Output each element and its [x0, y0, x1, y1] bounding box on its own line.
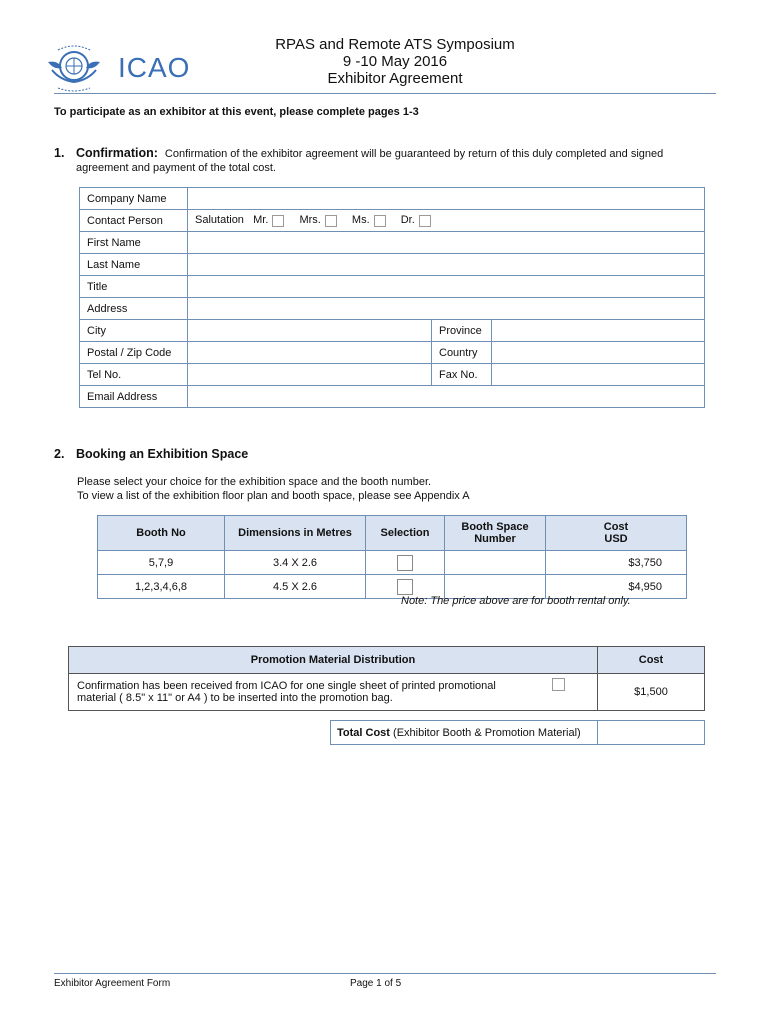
promotion-text-line: Confirmation has been received from ICAO for one single sheet of printed promotional [77, 680, 496, 692]
booth-table-header [98, 516, 687, 551]
field-label: Postal / Zip Code [80, 342, 188, 364]
mr-checkbox[interactable] [272, 215, 284, 227]
promotion-table [68, 646, 705, 711]
promotion-description [69, 674, 598, 711]
contact-form-table [79, 187, 705, 408]
field-label: Contact Person [80, 210, 188, 232]
total-cost-bold: Total Cost [337, 726, 390, 739]
col-header: Cost [598, 647, 705, 674]
col-header: Booth No [98, 516, 225, 551]
table-row [331, 721, 705, 745]
dimensions-cell: 3.4 X 2.6 [225, 551, 366, 575]
cost-cell: $3,750 [546, 551, 687, 575]
form-row [80, 320, 705, 342]
section-confirmation [54, 146, 734, 174]
col-header [445, 516, 546, 551]
field-label: Fax No. [432, 364, 492, 386]
field-label: Country [432, 342, 492, 364]
icao-emblem-logo [44, 40, 104, 96]
booth-no-cell: 1,2,3,4,6,8 [98, 575, 225, 599]
address-input[interactable] [188, 298, 705, 320]
icao-logo-text: ICAO [118, 52, 191, 83]
last-name-input[interactable] [188, 254, 705, 276]
dr-checkbox[interactable] [419, 215, 431, 227]
form-row [80, 298, 705, 320]
dimensions-cell: 4.5 X 2.6 [225, 575, 366, 599]
mr-label: Mr. [253, 214, 269, 227]
form-row [80, 386, 705, 408]
col-header: Selection [366, 516, 445, 551]
form-row [80, 188, 705, 210]
total-cost-input[interactable] [598, 721, 705, 745]
form-row [80, 342, 705, 364]
company-name-input[interactable] [188, 188, 705, 210]
booth-selection-checkbox[interactable] [397, 555, 413, 571]
cost-header: Cost USD [603, 521, 629, 545]
booth-space-header: Booth Space Number [461, 521, 529, 545]
col-header: Dimensions in Metres [225, 516, 366, 551]
total-cost-label [331, 721, 598, 745]
mrs-label: Mrs. [299, 214, 321, 227]
tel-input[interactable] [188, 364, 432, 386]
total-cost-table [330, 720, 705, 745]
footer-form-name: Exhibitor Agreement Form [54, 978, 171, 989]
country-input[interactable] [492, 342, 705, 364]
field-label: First Name [80, 232, 188, 254]
province-input[interactable] [492, 320, 705, 342]
form-row [80, 254, 705, 276]
document-title [200, 36, 590, 87]
form-row [80, 232, 705, 254]
booth-no-cell: 5,7,9 [98, 551, 225, 575]
promotion-cost: $1,500 [598, 674, 705, 711]
field-label: Email Address [80, 386, 188, 408]
booth-space-number-input[interactable] [445, 551, 546, 575]
confirmation-text-continued: agreement and payment of the total cost. [76, 162, 276, 174]
first-name-input[interactable] [188, 232, 705, 254]
confirmation-text: Confirmation of the exhibitor agreement will be guaranteed by return of this duly completed and signed [164, 148, 664, 160]
total-cost-detail: (Exhibitor Booth & Promotion Material) [389, 726, 581, 739]
dr-label: Dr. [400, 214, 415, 227]
price-note: Note: The price above are for booth rental only. [401, 595, 631, 607]
booth-table [97, 515, 687, 599]
promotion-text-line: material ( 8.5" x 11" or A4 ) to be inserted into the promotion bag. [77, 692, 393, 704]
event-dates: 9 -10 May 2016 [342, 53, 448, 70]
salutation-label: Salutation [195, 214, 244, 227]
title-input[interactable] [188, 276, 705, 298]
table-row [98, 551, 687, 575]
postal-code-input[interactable] [188, 342, 432, 364]
booking-instruction-line: Please select your choice for the exhibition space and the booth number. [77, 476, 432, 488]
section-heading: Confirmation: [76, 146, 158, 160]
footer-page-number: Page 1 of 5 [350, 978, 402, 989]
selection-cell [366, 551, 445, 575]
cost-cell: $4,950 [546, 575, 687, 599]
section-number: 2. [54, 447, 65, 461]
mrs-checkbox[interactable] [325, 215, 337, 227]
field-label: Last Name [80, 254, 188, 276]
form-row [80, 364, 705, 386]
field-label: Province [432, 320, 492, 342]
booking-instruction-line: To view a list of the exhibition floor plan and booth space, please see Appendix A [77, 490, 470, 502]
promotion-checkbox[interactable] [552, 678, 565, 691]
form-row [80, 210, 705, 232]
agreement-title: Exhibitor Agreement [327, 70, 463, 87]
col-header [546, 516, 687, 551]
form-row [80, 276, 705, 298]
fax-input[interactable] [492, 364, 705, 386]
section-number: 1. [54, 146, 65, 160]
intro-instruction: To participate as an exhibitor at this event, please complete pages 1-3 [54, 106, 419, 118]
table-row [69, 674, 705, 711]
footer-divider [54, 973, 716, 974]
header-divider [54, 93, 716, 94]
email-input[interactable] [188, 386, 705, 408]
city-input[interactable] [188, 320, 432, 342]
ms-checkbox[interactable] [374, 215, 386, 227]
field-label: Tel No. [80, 364, 188, 386]
field-label: City [80, 320, 188, 342]
promotion-table-header [69, 647, 705, 674]
section-booking-heading [54, 447, 248, 461]
field-label: Company Name [80, 188, 188, 210]
ms-label: Ms. [351, 214, 370, 227]
field-label: Title [80, 276, 188, 298]
booking-instructions [77, 475, 470, 503]
col-header: Promotion Material Distribution [69, 647, 598, 674]
field-label: Address [80, 298, 188, 320]
booth-selection-checkbox[interactable] [397, 579, 413, 595]
event-title: RPAS and Remote ATS Symposium [275, 36, 515, 53]
salutation-options [188, 210, 705, 232]
section-heading: Booking an Exhibition Space [76, 447, 249, 461]
